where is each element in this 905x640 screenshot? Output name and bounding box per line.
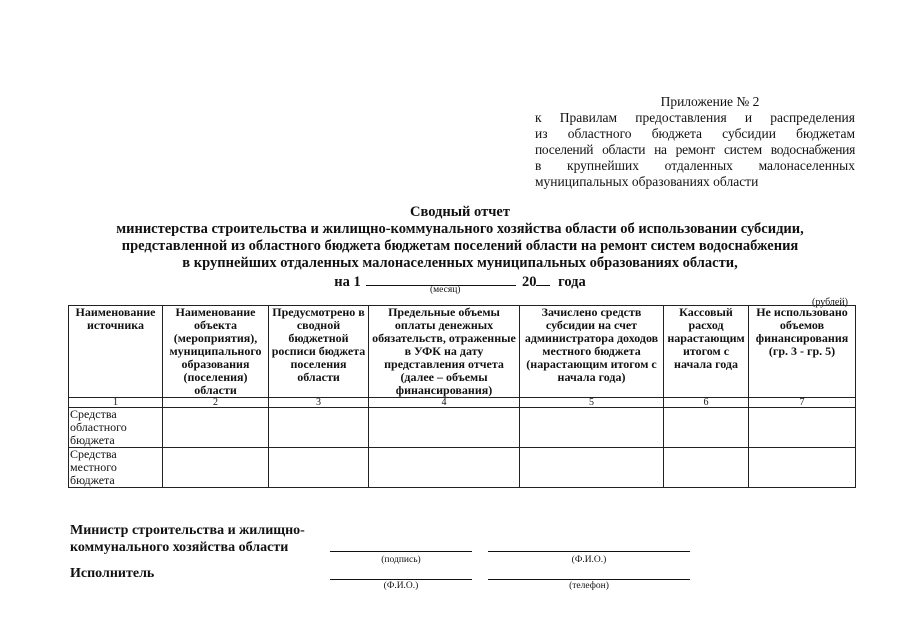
report-table [68,305,856,488]
table-cell[interactable] [664,408,749,448]
header-cell: Зачислено средств субсидии на счет администратора доходов местного бюджета (нарастающим итогом с начала года) [520,306,664,398]
column-number: 3 [269,398,369,408]
executor-label: Исполнитель [70,566,155,581]
table-cell[interactable] [269,408,369,448]
appendix-line: к Правилам предоставления и распределения [535,110,855,125]
appendix-block [535,94,855,190]
header-cell: Наименование объекта (мероприятия), муниципального образования (поселения) области [163,306,269,398]
header-cell: Наименование источника [69,306,163,398]
table-cell[interactable] [369,448,520,488]
appendix-line: муниципальных образованиях области [535,174,759,189]
minister-label-line: коммунального хозяйства области [70,540,289,555]
table-cell[interactable] [369,408,520,448]
name-line[interactable] [488,550,690,552]
appendix-line: из областного бюджета субсидии бюджетам [535,126,855,141]
table-cell[interactable] [520,408,664,448]
table-cell[interactable] [664,448,749,488]
minister-label-line: Министр строительства и жилищно- [70,523,305,538]
phone-line[interactable] [488,578,690,580]
report-title: Сводный отчет [410,204,510,220]
header-cell: Предельные объемы оплаты денежных обязательств, отраженные в УФК на дату представления отчета (далее – объемы финансирования) [369,306,520,398]
year-blank[interactable] [536,272,550,286]
executor-name-line[interactable] [330,578,472,580]
table-cell[interactable] [749,448,856,488]
executor-name-caption: (Ф.И.О.) [383,581,419,591]
signature-line[interactable] [330,550,472,552]
year-prefix: 20 [521,274,537,290]
phone-caption: (телефон) [569,581,609,591]
row-label: Средства областного бюджета [69,408,163,448]
appendix-line: в крупнейших отдаленных малонаселенных [535,158,855,173]
report-subtitle-line: в крупнейших отдаленных малонаселенных муниципальных образованиях области, [182,255,738,271]
table-cell[interactable] [520,448,664,488]
appendix-line: поселений области на ремонт систем водоснабжения [535,142,855,157]
table-cell[interactable] [749,408,856,448]
year-suffix: года [558,274,586,290]
name-caption: (Ф.И.О.) [571,555,607,565]
date-prefix: на 1 [334,274,361,290]
report-heading [60,204,860,291]
column-number: 2 [163,398,269,408]
report-subtitle-line: министерства строительства и жилищно-коммунального хозяйства области об использовании субсидии, [116,221,804,237]
report-subtitle-line: представленной из областного бюджета бюджетам поселений области на ремонт систем водоснабжения [121,238,799,254]
signature-caption: (подпись) [381,555,421,565]
column-number: 1 [69,398,163,408]
column-number: 5 [520,398,664,408]
header-cell: Предусмотрено в сводной бюджетной росписи бюджета поселения области [269,306,369,398]
header-cell: Кассовый расход нарастающим итогом с начала года [664,306,749,398]
minister-signature-label [70,522,305,556]
table-header-row [69,306,856,398]
table-row [69,408,856,448]
column-number: 4 [369,398,520,408]
column-number: 6 [664,398,749,408]
month-caption: (месяц) [430,285,461,295]
table-cell[interactable] [163,408,269,448]
column-number: 7 [749,398,856,408]
table-cell[interactable] [269,448,369,488]
row-label: Средства местного бюджета [69,448,163,488]
column-number-row [69,398,856,408]
header-cell: Не использовано объемов финансирования (гр. 3 - гр. 5) [749,306,856,398]
month-blank[interactable] [366,272,516,286]
table-cell[interactable] [163,448,269,488]
appendix-title: Приложение № 2 [660,94,760,109]
table-row [69,448,856,488]
unit-label: (рублей) [812,297,849,308]
